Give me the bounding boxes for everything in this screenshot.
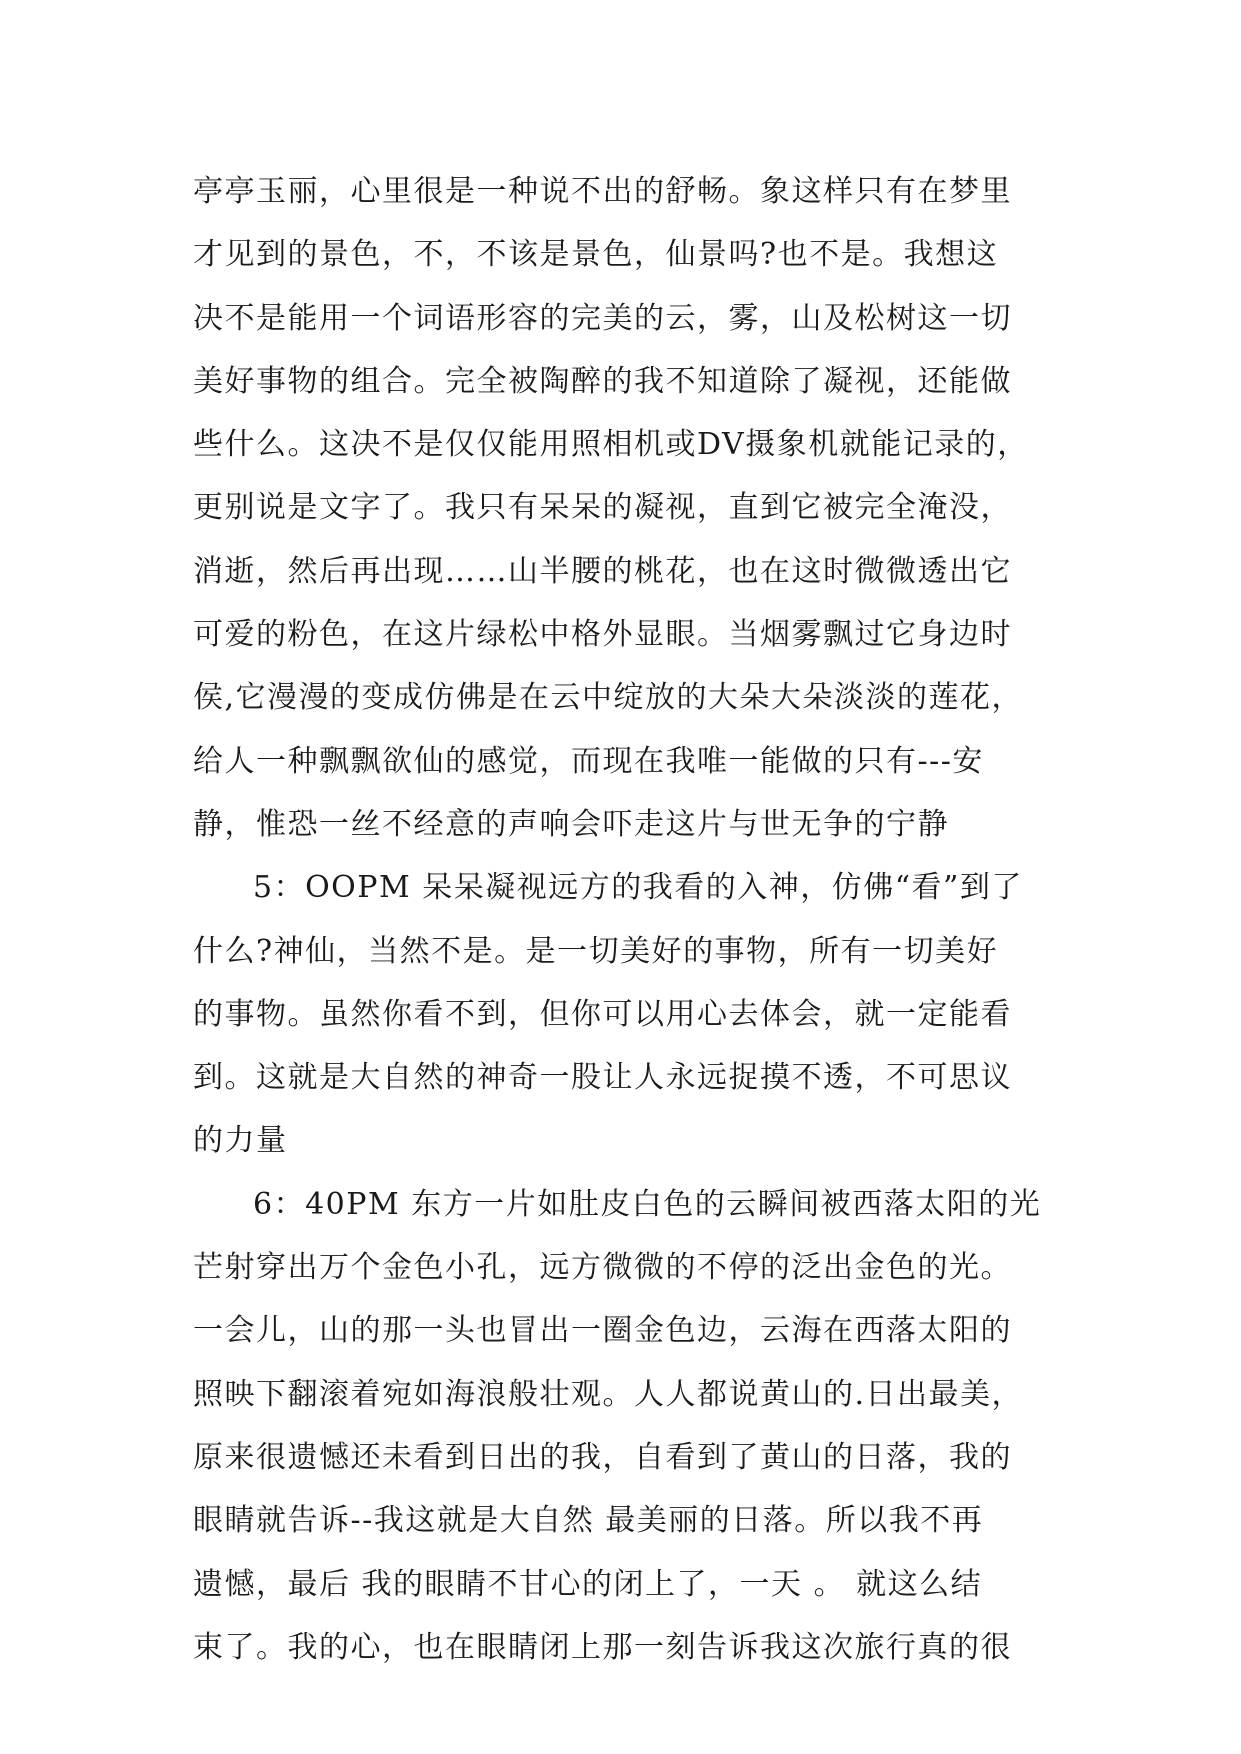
- text-line: 束了。我的心，也在眼睛闭上那一刻告诉我这次旅行真的很: [193, 1629, 1012, 1665]
- text-line: 的力量: [193, 1123, 288, 1159]
- text-line: 遗憾，最后 我的眼睛不甘心的闭上了，一天 。 就这么结: [193, 1566, 983, 1602]
- text-line: 可爱的粉色，在这片绿松中格外显眼。当烟雾飘过它身边时: [193, 617, 1012, 653]
- text-line: 消逝，然后再出现……山半腰的桃花，也在这时微微透出它: [193, 553, 1012, 589]
- text-line: 亭亭玉丽，心里很是一种说不出的舒畅。象这样只有在梦里: [193, 174, 1012, 209]
- text-line: 静，惟恐一丝不经意的声响会吓走这片与世无争的宁静: [193, 806, 949, 842]
- text-line: 决不是能用一个词语形容的完美的云，雾，山及松树这一切: [193, 300, 1012, 336]
- text-line: 芒射穿出万个金色小孔，远方微微的不停的泛出金色的光。: [193, 1250, 1012, 1286]
- text-line: 给人一种飘飘欲仙的感觉，而现在我唯一能做的只有---安: [193, 743, 984, 779]
- text-line: 到。这就是大自然的神奇一股让人永远捉摸不透，不可思议: [193, 1060, 1012, 1096]
- text-line: 原来很遗憾还未看到日出的我，自看到了黄山的日落，我的: [193, 1439, 1012, 1475]
- paragraph-start-line: 6：40PM 东方一片如肚皮白色的云瞬间被西落太阳的光: [253, 1186, 1042, 1222]
- text-line: 更别说是文字了。我只有呆呆的凝视，直到它被完全淹没，: [193, 490, 1012, 526]
- text-line: 美好事物的组合。完全被陶醉的我不知道除了凝视，还能做: [193, 363, 1012, 399]
- text-line: 些什么。这决不是仅仅能用照相机或DV摄象机就能记录的，: [193, 427, 1029, 463]
- paragraph-start-line: 5：OOPM 呆呆凝视远方的我看的入神，仿佛“看”到了: [253, 870, 1023, 906]
- text-line: 才见到的景色，不，不该是景色，仙景吗?也不是。我想这: [193, 237, 999, 273]
- text-line: 什么?神仙，当然不是。是一切美好的事物，所有一切美好: [193, 933, 999, 969]
- text-line: 眼睛就告诉--我这就是大自然 最美丽的日落。所以我不再: [193, 1503, 984, 1539]
- text-line: 一会儿，山的那一头也冒出一圈金色边，云海在西落太阳的: [193, 1313, 1012, 1349]
- text-line: 照映下翻滚着宛如海浪般壮观。人人都说黄山的.日出最美，: [193, 1376, 1024, 1412]
- text-line: 侯,它漫漫的变成仿佛是在云中绽放的大朵大朵淡淡的莲花，: [193, 680, 1024, 716]
- text-line: 的事物。虽然你看不到，但你可以用心去体会，就一定能看: [193, 996, 1012, 1032]
- body-text: [193, 160, 1063, 1679]
